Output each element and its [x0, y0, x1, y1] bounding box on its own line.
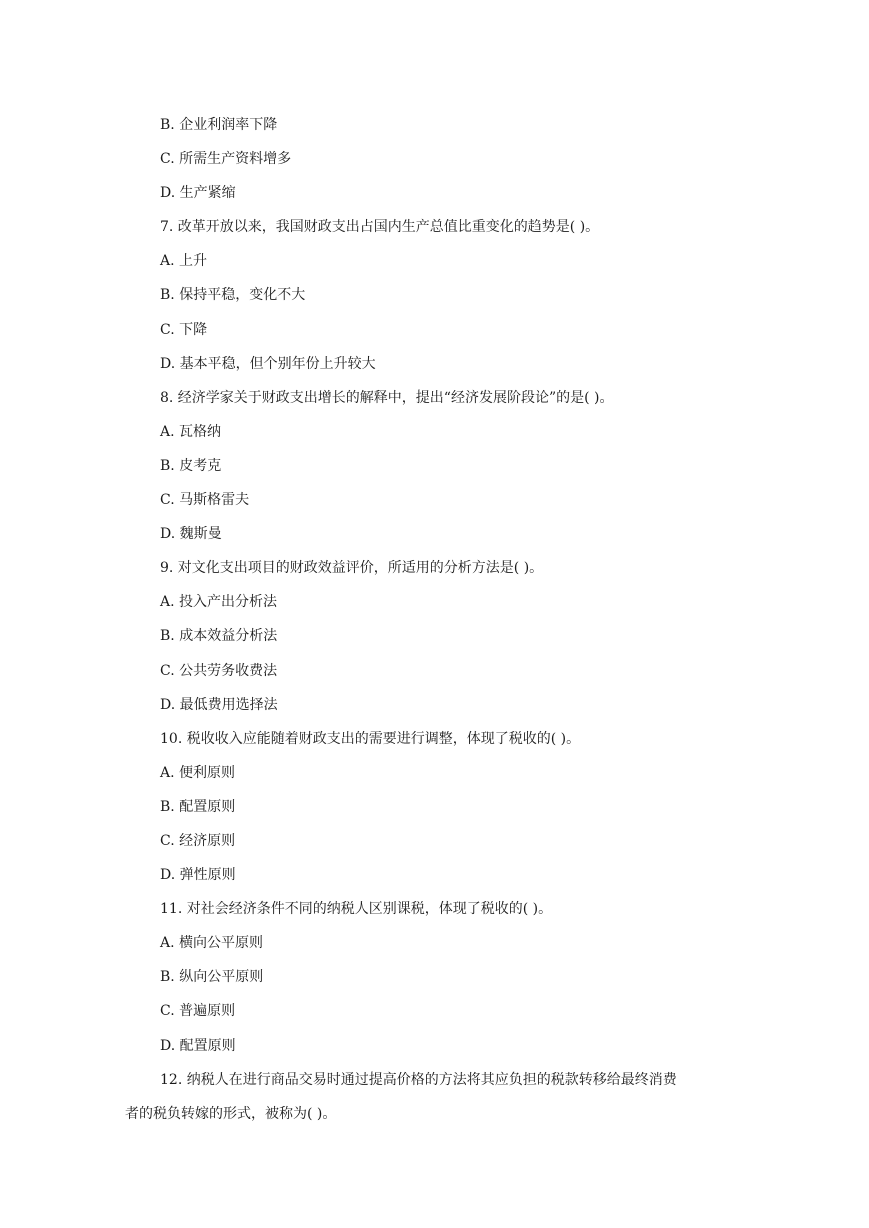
option-b-q8: B. 皮考克	[160, 457, 222, 474]
question-10: 10. 税收收入应能随着财政支出的需要进行调整，体现了税收的( )。	[160, 730, 581, 747]
option-d-q11: D. 配置原则	[160, 1037, 236, 1054]
option-a-q8: A. 瓦格纳	[160, 423, 222, 440]
option-c-q9: C. 公共劳务收费法	[160, 662, 278, 679]
option-d-q10: D. 弹性原则	[160, 867, 236, 884]
option-b-q11: B. 纵向公平原则	[160, 969, 264, 986]
option-a-q7: A. 上升	[160, 253, 208, 270]
question-7: 7. 改革开放以来，我国财政支出占国内生产总值比重变化的趋势是( )。	[160, 219, 600, 236]
option-a-q9: A. 投入产出分析法	[160, 594, 278, 611]
option-a-q11: A. 横向公平原则	[160, 935, 264, 952]
option-b-q10: B. 配置原则	[160, 798, 236, 815]
document-body	[125, 108, 750, 1131]
option-d-q9: D. 最低费用选择法	[160, 696, 278, 713]
option-d-q6: D. 生产紧缩	[160, 185, 236, 202]
option-c-q8: C. 马斯格雷夫	[160, 492, 250, 509]
option-b-q7: B. 保持平稳，变化不大	[160, 287, 306, 304]
question-12-continuation: 者的税负转嫁的形式，被称为( )。	[125, 1105, 337, 1122]
question-11: 11. 对社会经济条件不同的纳税人区别课税，体现了税收的( )。	[160, 901, 553, 918]
option-d-q8: D. 魏斯曼	[160, 526, 222, 543]
option-b-q6: B. 企业利润率下降	[160, 117, 278, 133]
question-9: 9. 对文化支出项目的财政效益评价，所适用的分析方法是( )。	[160, 560, 544, 577]
question-12: 12. 纳税人在进行商品交易时通过提高价格的方法将其应负担的税款转移给最终消费	[160, 1071, 677, 1088]
option-b-q9: B. 成本效益分析法	[160, 628, 278, 645]
option-c-q7: C. 下降	[160, 321, 208, 338]
option-c-q10: C. 经济原则	[160, 832, 236, 849]
option-a-q10: A. 便利原则	[160, 764, 236, 781]
option-d-q7: D. 基本平稳，但个别年份上升较大	[160, 355, 376, 372]
option-c-q6: C. 所需生产资料增多	[160, 151, 292, 168]
option-c-q11: C. 普遍原则	[160, 1003, 236, 1020]
question-8: 8. 经济学家关于财政支出增长的解释中，提出“经济发展阶段论”的是( )。	[160, 389, 614, 406]
